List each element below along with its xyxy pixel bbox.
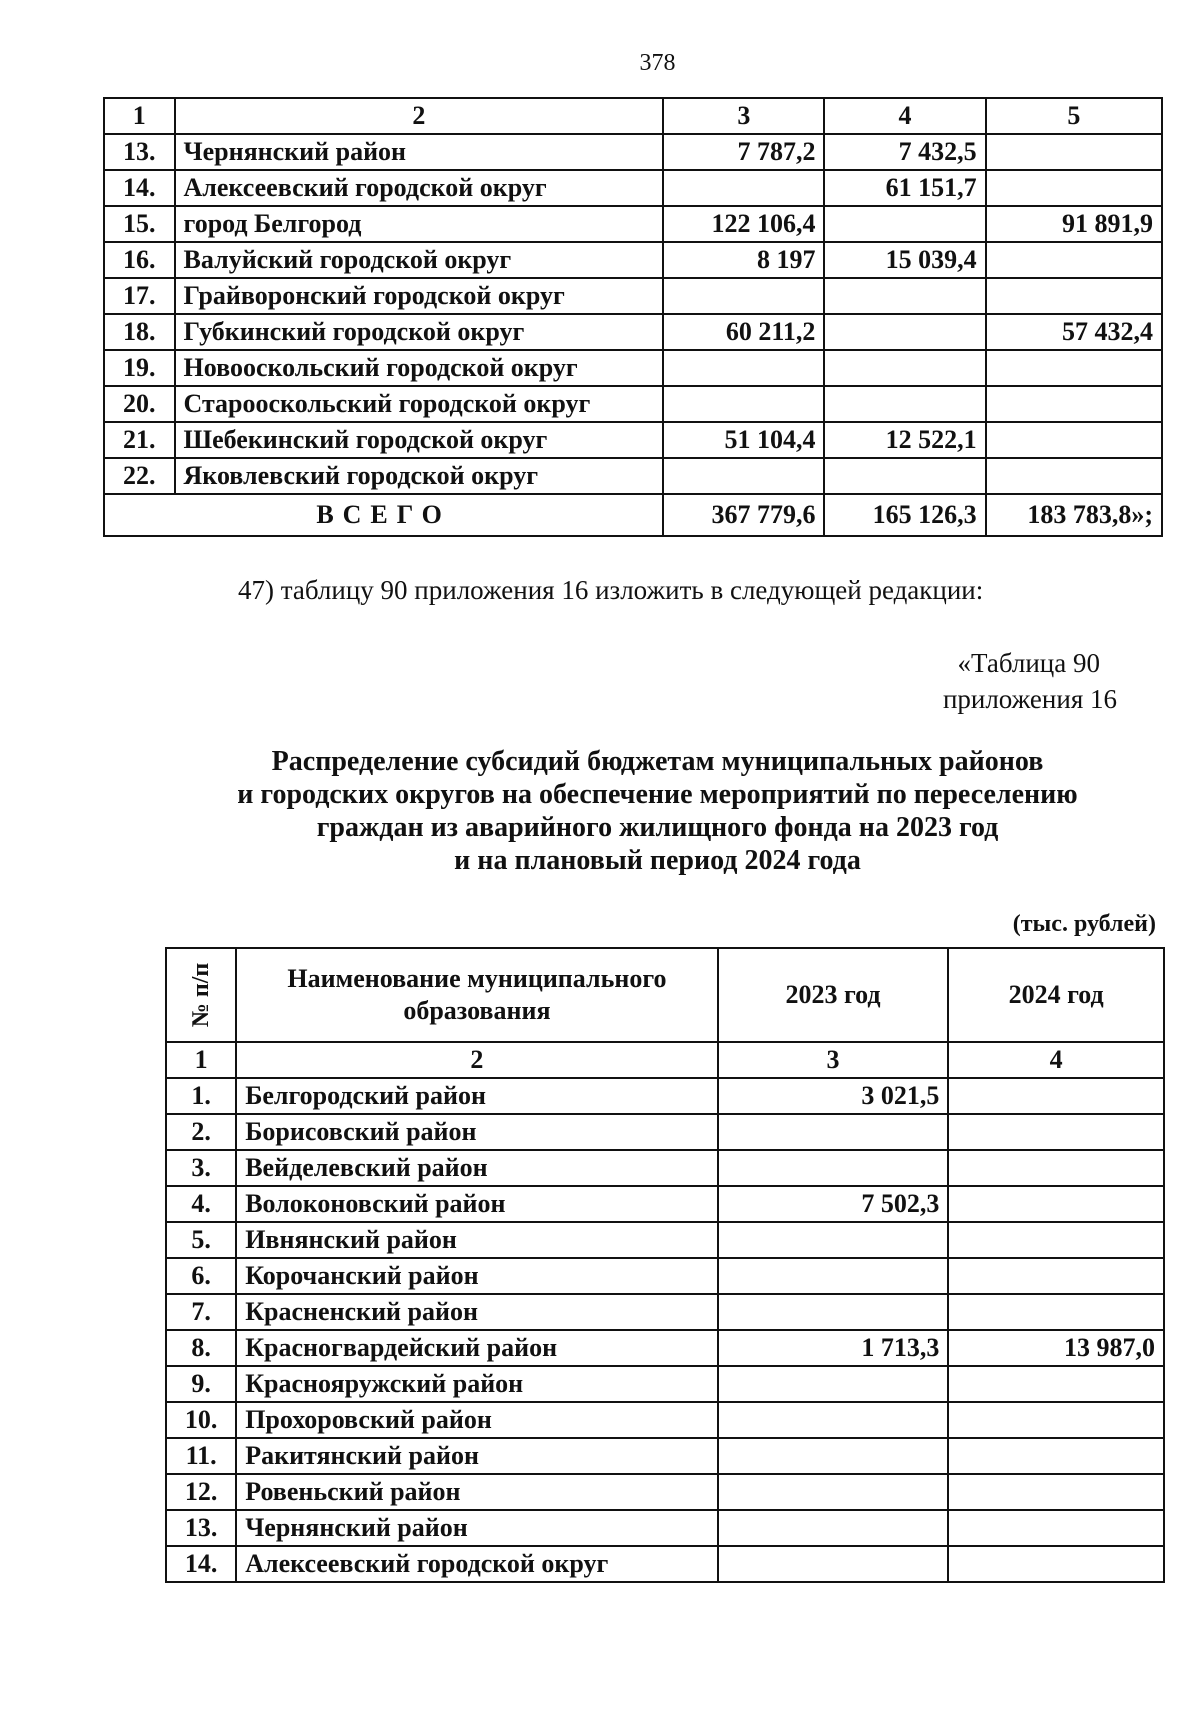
table-row xyxy=(104,422,1162,458)
value-cell xyxy=(663,386,824,422)
value-cell: 122 106,4 xyxy=(663,206,824,242)
row-number: 11. xyxy=(166,1438,236,1474)
caption-line: «Таблица 90 xyxy=(957,648,1100,678)
header-2023: 2023 год xyxy=(718,948,949,1042)
table-row xyxy=(104,242,1162,278)
municipality-name: Алексеевский городской округ xyxy=(236,1546,717,1582)
table-row xyxy=(166,1474,1164,1510)
table-row xyxy=(104,350,1162,386)
value-cell xyxy=(986,242,1162,278)
value-cell xyxy=(824,206,985,242)
title-line: и городских округов на обеспечение мероприятий по переселению xyxy=(237,779,1078,810)
value-2023 xyxy=(718,1150,949,1186)
value-2024 xyxy=(948,1366,1164,1402)
value-2023 xyxy=(718,1474,949,1510)
municipality-name: Старооскольский городской округ xyxy=(175,386,664,422)
row-number: 4. xyxy=(166,1186,236,1222)
value-cell xyxy=(663,278,824,314)
row-number: 14. xyxy=(104,170,175,206)
row-number: 20. xyxy=(104,386,175,422)
table-continuation xyxy=(103,97,1163,537)
value-cell: 12 522,1 xyxy=(824,422,985,458)
row-number: 2. xyxy=(166,1114,236,1150)
row-number: 14. xyxy=(166,1546,236,1582)
total-value: 367 779,6 xyxy=(663,494,824,536)
municipality-name: Губкинский городской округ xyxy=(175,314,664,350)
table-row xyxy=(104,314,1162,350)
row-number: 18. xyxy=(104,314,175,350)
table-row xyxy=(166,1222,1164,1258)
caption-line: приложения 16 xyxy=(942,684,1117,714)
value-cell xyxy=(824,314,985,350)
table-row xyxy=(166,1438,1164,1474)
column-number: 2 xyxy=(236,1042,717,1078)
value-cell xyxy=(663,170,824,206)
value-2024 xyxy=(948,1222,1164,1258)
value-2024 xyxy=(948,1294,1164,1330)
value-2023 xyxy=(718,1114,949,1150)
value-cell: 8 197 xyxy=(663,242,824,278)
row-number: 7. xyxy=(166,1294,236,1330)
header-name: Наименование муниципального образования xyxy=(236,948,717,1042)
total-value: 165 126,3 xyxy=(824,494,985,536)
municipality-name: Прохоровский район xyxy=(236,1402,717,1438)
table-row xyxy=(166,1546,1164,1582)
row-number: 6. xyxy=(166,1258,236,1294)
table-row xyxy=(166,1510,1164,1546)
municipality-name: Красногвардейский район xyxy=(236,1330,717,1366)
row-number: 8. xyxy=(166,1330,236,1366)
municipality-name: Яковлевский городской округ xyxy=(175,458,664,494)
table-row xyxy=(104,170,1162,206)
value-2024 xyxy=(948,1258,1164,1294)
municipality-name: Красненский район xyxy=(236,1294,717,1330)
column-number: 1 xyxy=(104,98,175,134)
value-2024 xyxy=(948,1510,1164,1546)
municipality-name: Алексеевский городской округ xyxy=(175,170,664,206)
total-row xyxy=(104,494,1162,536)
value-cell xyxy=(824,386,985,422)
value-2024: 13 987,0 xyxy=(948,1330,1164,1366)
value-cell xyxy=(986,458,1162,494)
row-number: 19. xyxy=(104,350,175,386)
row-number: 13. xyxy=(104,134,175,170)
municipality-name: Грайворонский городской округ xyxy=(175,278,664,314)
table-row xyxy=(166,1402,1164,1438)
value-cell: 7 787,2 xyxy=(663,134,824,170)
table-row xyxy=(104,134,1162,170)
column-number: 2 xyxy=(175,98,664,134)
value-cell: 60 211,2 xyxy=(663,314,824,350)
table-row xyxy=(166,1330,1164,1366)
column-number: 4 xyxy=(824,98,985,134)
table-row xyxy=(104,458,1162,494)
value-2023 xyxy=(718,1402,949,1438)
value-2023 xyxy=(718,1546,949,1582)
value-2023 xyxy=(718,1222,949,1258)
value-cell xyxy=(986,134,1162,170)
table-row xyxy=(166,1366,1164,1402)
table-caption xyxy=(700,645,1117,717)
row-number: 10. xyxy=(166,1402,236,1438)
document-title xyxy=(0,745,1200,877)
municipality-name: Валуйский городской округ xyxy=(175,242,664,278)
unit-label: (тыс. рублей) xyxy=(1012,911,1156,937)
value-cell xyxy=(663,350,824,386)
value-2024 xyxy=(948,1474,1164,1510)
municipality-name: Корочанский район xyxy=(236,1258,717,1294)
value-cell: 91 891,9 xyxy=(986,206,1162,242)
table-header-row xyxy=(166,948,1164,1042)
value-2024 xyxy=(948,1186,1164,1222)
value-2023 xyxy=(718,1366,949,1402)
value-cell xyxy=(824,278,985,314)
value-2024 xyxy=(948,1402,1164,1438)
table-header-row xyxy=(104,98,1162,134)
column-number: 1 xyxy=(166,1042,236,1078)
column-numbers-row xyxy=(166,1042,1164,1078)
value-cell xyxy=(986,170,1162,206)
value-cell xyxy=(986,386,1162,422)
municipality-name: Ракитянский район xyxy=(236,1438,717,1474)
row-number: 16. xyxy=(104,242,175,278)
value-cell: 51 104,4 xyxy=(663,422,824,458)
value-cell xyxy=(824,458,985,494)
value-cell xyxy=(824,350,985,386)
municipality-name: Чернянский район xyxy=(175,134,664,170)
header-2024: 2024 год xyxy=(948,948,1164,1042)
value-2024 xyxy=(948,1546,1164,1582)
table-row xyxy=(166,1186,1164,1222)
total-label: ВСЕГО xyxy=(104,494,663,536)
value-2023: 1 713,3 xyxy=(718,1330,949,1366)
amendment-paragraph: 47) таблицу 90 приложения 16 изложить в следующей редакции: xyxy=(238,575,984,605)
municipality-name: Краснояружский район xyxy=(236,1366,717,1402)
header-number-text: № п/п xyxy=(188,962,215,1028)
municipality-name: Белгородский район xyxy=(236,1078,717,1114)
row-number: 3. xyxy=(166,1150,236,1186)
total-value: 183 783,8»; xyxy=(986,494,1162,536)
title-line: граждан из аварийного жилищного фонда на 2023 год xyxy=(316,812,999,843)
municipality-name: Волоконовский район xyxy=(236,1186,717,1222)
municipality-name: Вейделевский район xyxy=(236,1150,717,1186)
table-row xyxy=(166,1078,1164,1114)
row-number: 1. xyxy=(166,1078,236,1114)
municipality-name: Новооскольский городской округ xyxy=(175,350,664,386)
value-cell xyxy=(986,422,1162,458)
column-number: 3 xyxy=(663,98,824,134)
value-2023 xyxy=(718,1510,949,1546)
row-number: 15. xyxy=(104,206,175,242)
table-row xyxy=(104,386,1162,422)
municipality-name: Шебекинский городской округ xyxy=(175,422,664,458)
table-row xyxy=(104,278,1162,314)
municipality-name: Ивнянский район xyxy=(236,1222,717,1258)
column-number: 4 xyxy=(948,1042,1164,1078)
value-2023 xyxy=(718,1438,949,1474)
municipality-name: Ровеньский район xyxy=(236,1474,717,1510)
title-line: Распределение субсидий бюджетам муниципальных районов xyxy=(271,746,1044,777)
table-row xyxy=(166,1114,1164,1150)
value-cell: 57 432,4 xyxy=(986,314,1162,350)
value-cell xyxy=(986,278,1162,314)
row-number: 13. xyxy=(166,1510,236,1546)
value-cell xyxy=(986,350,1162,386)
value-2024 xyxy=(948,1114,1164,1150)
subsidy-table xyxy=(165,947,1165,1583)
municipality-name: Чернянский район xyxy=(236,1510,717,1546)
value-2024 xyxy=(948,1078,1164,1114)
table-row xyxy=(166,1150,1164,1186)
value-2023: 3 021,5 xyxy=(718,1078,949,1114)
row-number: 22. xyxy=(104,458,175,494)
column-number: 5 xyxy=(986,98,1162,134)
row-number: 21. xyxy=(104,422,175,458)
value-2024 xyxy=(948,1150,1164,1186)
value-cell: 15 039,4 xyxy=(824,242,985,278)
value-2023: 7 502,3 xyxy=(718,1186,949,1222)
municipality-name: город Белгород xyxy=(175,206,664,242)
title-line: и на плановый период 2024 года xyxy=(454,845,861,876)
value-2024 xyxy=(948,1438,1164,1474)
table-row xyxy=(104,206,1162,242)
value-2023 xyxy=(718,1294,949,1330)
value-2023 xyxy=(718,1258,949,1294)
table-row xyxy=(166,1258,1164,1294)
table-row xyxy=(166,1294,1164,1330)
row-number: 17. xyxy=(104,278,175,314)
value-cell xyxy=(663,458,824,494)
value-cell: 7 432,5 xyxy=(824,134,985,170)
municipality-name: Борисовский район xyxy=(236,1114,717,1150)
row-number: 9. xyxy=(166,1366,236,1402)
header-number xyxy=(166,948,236,1042)
column-number: 3 xyxy=(718,1042,949,1078)
row-number: 5. xyxy=(166,1222,236,1258)
page-number: 378 xyxy=(639,50,676,76)
row-number: 12. xyxy=(166,1474,236,1510)
value-cell: 61 151,7 xyxy=(824,170,985,206)
